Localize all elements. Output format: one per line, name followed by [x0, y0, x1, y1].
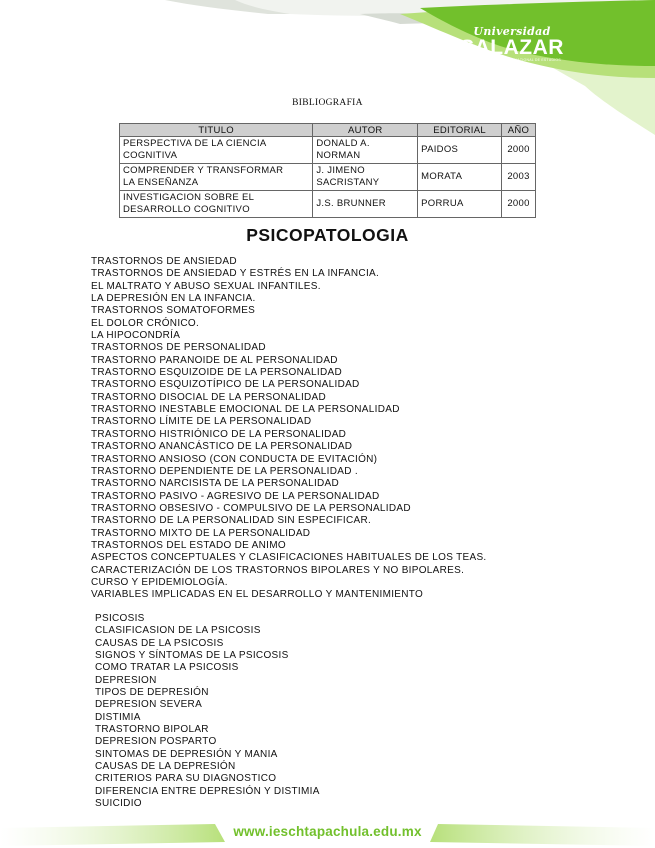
- list-item: PSICOSIS: [95, 613, 145, 624]
- cell-titulo: INVESTIGACION SOBRE EL DESARROLLO COGNITIVO: [120, 191, 313, 218]
- list-item: TRASTORNO HISTRIÓNICO DE LA PERSONALIDAD: [91, 428, 347, 440]
- topic-list: [91, 256, 487, 602]
- list-item: TRASTORNO ANANCÁSTICO DE LA PERSONALIDAD: [91, 441, 353, 453]
- university-logo: [452, 26, 572, 70]
- cell-editorial: PORRUA: [418, 191, 502, 218]
- list-item: SUICIDIO: [95, 798, 142, 810]
- list-item: TRASTORNO LÍMITE DE LA PERSONALIDAD: [91, 416, 312, 428]
- list-item: DEPRESION: [95, 674, 157, 686]
- list-item: CAUSAS DE LA PSICOSIS: [95, 637, 224, 649]
- list-item: DIFERENCIA ENTRE DEPRESIÓN Y DISTIMIA: [95, 785, 320, 797]
- cell-autor: J.S. BRUNNER: [313, 191, 418, 218]
- table-row: [120, 137, 536, 164]
- bibliography-title: BIBLIOGRAFIA: [292, 98, 363, 108]
- list-item: CURSO Y EPIDEMIOLOGÍA.: [91, 576, 228, 588]
- bibliography-header-row: [120, 124, 536, 137]
- cell-titulo: COMPRENDER Y TRANSFORMAR LA ENSEÑANZA: [120, 164, 313, 191]
- logo-tagline: ESCUELA SUPERIOR INTERNACIONAL DE ESTUDIOS: [463, 58, 561, 62]
- logo-name: SALAZAR: [460, 36, 564, 59]
- list-item: SINTOMAS DE DEPRESIÓN Y MANIA: [95, 748, 278, 760]
- list-item: CRITERIOS PARA SU DIAGNOSTICO: [95, 773, 277, 785]
- list-item: CARACTERIZACIÓN DE LOS TRASTORNOS BIPOLARES Y NO BIPOLARES.: [91, 564, 465, 576]
- list-item: DISTIMIA: [95, 711, 141, 723]
- cell-autor: J. JIMENO SACRISTANY: [313, 164, 418, 191]
- list-item: TRASTORNO INESTABLE EMOCIONAL DE LA PERSONALIDAD: [91, 404, 400, 416]
- list-item: VARIABLES IMPLICADAS EN EL DESARROLLO Y MANTENIMIENTO: [91, 589, 424, 601]
- cell-anio: 2003: [502, 164, 536, 191]
- list-item: TRASTORNO PARANOIDE DE AL PERSONALIDAD: [91, 354, 338, 366]
- list-item: TRASTORNO DISOCIAL DE LA PERSONALIDAD: [91, 391, 327, 403]
- cell-anio: 2000: [502, 191, 536, 218]
- list-item: TRASTORNOS SOMATOFORMES: [91, 305, 256, 317]
- list-item: EL DOLOR CRÓNICO.: [91, 317, 200, 329]
- logo-script-text: Universidad: [473, 25, 551, 38]
- list-item: TRASTORNO DE LA PERSONALIDAD SIN ESPECIFICAR.: [91, 515, 372, 527]
- list-item: TRASTORNO DEPENDIENTE DE LA PERSONALIDAD .: [91, 465, 358, 477]
- list-item: TRASTORNO BIPOLAR: [95, 724, 209, 736]
- psychosis-topic-list: [95, 613, 320, 811]
- list-item: TRASTORNO NARCISISTA DE LA PERSONALIDAD: [91, 478, 340, 490]
- list-item: DEPRESION POSPARTO: [95, 736, 217, 748]
- cell-titulo: PERSPECTIVA DE LA CIENCIA COGNITIVA: [120, 137, 313, 164]
- footer-url-link[interactable]: www.ieschtapachula.edu.mx: [233, 824, 422, 839]
- header-titulo: TITULO: [120, 124, 313, 137]
- list-item: ASPECTOS CONCEPTUALES Y CLASIFICACIONES HABITUALES DE LOS TEAS.: [91, 552, 487, 564]
- list-item: TRASTORNO ESQUIZOIDE DE LA PERSONALIDAD: [91, 367, 343, 379]
- list-item: TRASTORNOS DE PERSONALIDAD: [91, 342, 266, 354]
- list-item: TIPOS DE DEPRESIÓN: [95, 687, 209, 699]
- header-autor: AUTOR: [313, 124, 418, 137]
- list-item: SIGNOS Y SÍNTOMAS DE LA PSICOSIS: [95, 650, 289, 662]
- list-item: TRASTORNO PASIVO - AGRESIVO DE LA PERSONALIDAD: [91, 490, 380, 502]
- cell-anio: 2000: [502, 137, 536, 164]
- list-item: TRASTORNO MIXTO DE LA PERSONALIDAD: [91, 527, 311, 539]
- list-item: TRASTORNOS DE ANSIEDAD Y ESTRÉS EN LA INFANCIA.: [91, 268, 380, 280]
- list-item: CAUSAS DE LA DEPRESIÓN: [95, 761, 236, 773]
- list-item: TRASTORNO OBSESIVO - COMPULSIVO DE LA PERSONALIDAD: [91, 502, 411, 514]
- list-item: DEPRESION SEVERA: [95, 699, 203, 711]
- list-item: TRASTORNO ESQUIZOTÍPICO DE LA PERSONALIDAD: [91, 379, 360, 391]
- list-item: TRASTORNOS DEL ESTADO DE ANIMO: [91, 539, 286, 551]
- table-row: [120, 191, 536, 218]
- table-row: [120, 164, 536, 191]
- header-anio: AÑO: [502, 124, 536, 137]
- cell-autor: DONALD A. NORMAN: [313, 137, 418, 164]
- list-item: LA HIPOCONDRÍA: [91, 330, 181, 342]
- page-title: PSICOPATOLOGIA: [246, 225, 409, 245]
- list-item: TRASTORNO ANSIOSO (CON CONDUCTA DE EVITACIÓN): [91, 453, 378, 465]
- cell-editorial: PAIDOS: [418, 137, 502, 164]
- bibliography-table: [119, 123, 536, 218]
- header-editorial: EDITORIAL: [418, 124, 502, 137]
- list-item: EL MALTRATO Y ABUSO SEXUAL INFANTILES.: [91, 280, 321, 292]
- list-item: COMO TRATAR LA PSICOSIS: [95, 662, 239, 674]
- list-item: TRASTORNOS DE ANSIEDAD: [91, 256, 237, 267]
- list-item: LA DEPRESIÓN EN LA INFANCIA.: [91, 293, 256, 305]
- list-item: CLASIFICASION DE LA PSICOSIS: [95, 625, 261, 637]
- cell-editorial: MORATA: [418, 164, 502, 191]
